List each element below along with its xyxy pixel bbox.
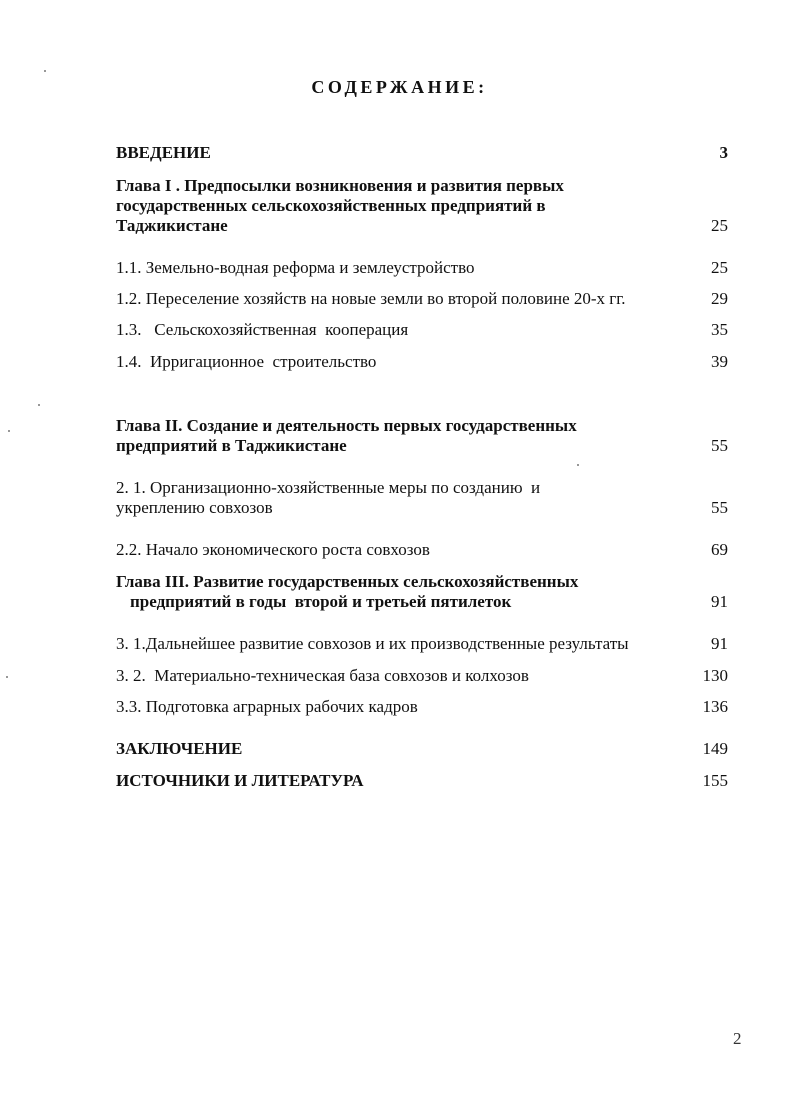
toc-entry-page: 130: [702, 666, 728, 685]
toc-entry-label: ИСТОЧНИКИ И ЛИТЕРАТУРА: [116, 771, 364, 790]
toc-entry-page: 25: [711, 258, 728, 277]
toc-entry-page: 91: [711, 634, 728, 653]
toc-entry-page: 91: [711, 592, 728, 611]
toc-entry-page: 39: [711, 352, 728, 371]
toc-entry-label: 1.4. Ирригационное строительство: [116, 352, 377, 371]
toc-chapter-line: Глава III. Развитие государственных сельскохозяйственных: [116, 572, 579, 591]
toc-entry-page: 136: [702, 697, 728, 716]
toc-chapter-line: предприятий в годы второй и третьей пятилеток: [130, 592, 512, 611]
scan-speck: [44, 70, 46, 72]
toc-entry-label: 1.3. Сельскохозяйственная кооперация: [116, 320, 409, 339]
toc-chapter-line: Таджикистане: [116, 216, 228, 235]
scan-speck: [8, 430, 10, 432]
scan-speck: [6, 676, 8, 678]
page-title: СОДЕРЖАНИЕ:: [311, 77, 488, 97]
toc-chapter-line: Глава II. Создание и деятельность первых государственных: [116, 416, 577, 435]
toc-entry-page: 29: [711, 289, 728, 308]
toc-section-line: укреплению совхозов: [116, 498, 273, 517]
toc-entry-page: 25: [711, 216, 728, 235]
toc-entry-label: 3. 1.Дальнейшее развитие совхозов и их производственные результаты: [116, 634, 629, 653]
toc-chapter-line: Глава I . Предпосылки возникновения и развития первых: [116, 176, 564, 195]
toc-entry-label: ВВЕДЕНИЕ: [116, 143, 211, 162]
toc-entry-label: ЗАКЛЮЧЕНИЕ: [116, 739, 243, 758]
toc-entry-page: 3: [719, 143, 728, 162]
toc-entry-page: 35: [711, 320, 728, 339]
toc-entry-page: 149: [702, 739, 728, 758]
toc-chapter-line: предприятий в Таджикистане: [116, 436, 347, 455]
toc-entry-page: 55: [711, 436, 728, 455]
toc-chapter-line: государственных сельскохозяйственных предприятий в: [116, 196, 546, 215]
page-number: 2: [733, 1029, 742, 1048]
toc-entry-label: 2.2. Начало экономического роста совхозов: [116, 540, 430, 559]
toc-entry-label: 3.3. Подготовка аграрных рабочих кадров: [116, 697, 418, 716]
toc-entry-label: 1.1. Земельно-водная реформа и землеустройство: [116, 258, 475, 277]
toc-entry-page: 69: [711, 540, 728, 559]
toc-entry-page: 155: [702, 771, 728, 790]
scan-speck: [38, 404, 40, 406]
toc-section-line: 2. 1. Организационно-хозяйственные меры по созданию и: [116, 478, 541, 497]
scan-speck: [577, 464, 579, 466]
toc-entry-page: 55: [711, 498, 728, 517]
toc-entry-label: 1.2. Переселение хозяйств на новые земли во второй половине 20-х гг.: [116, 289, 626, 308]
toc-entry-label: 3. 2. Материально-техническая база совхозов и колхозов: [116, 666, 529, 685]
